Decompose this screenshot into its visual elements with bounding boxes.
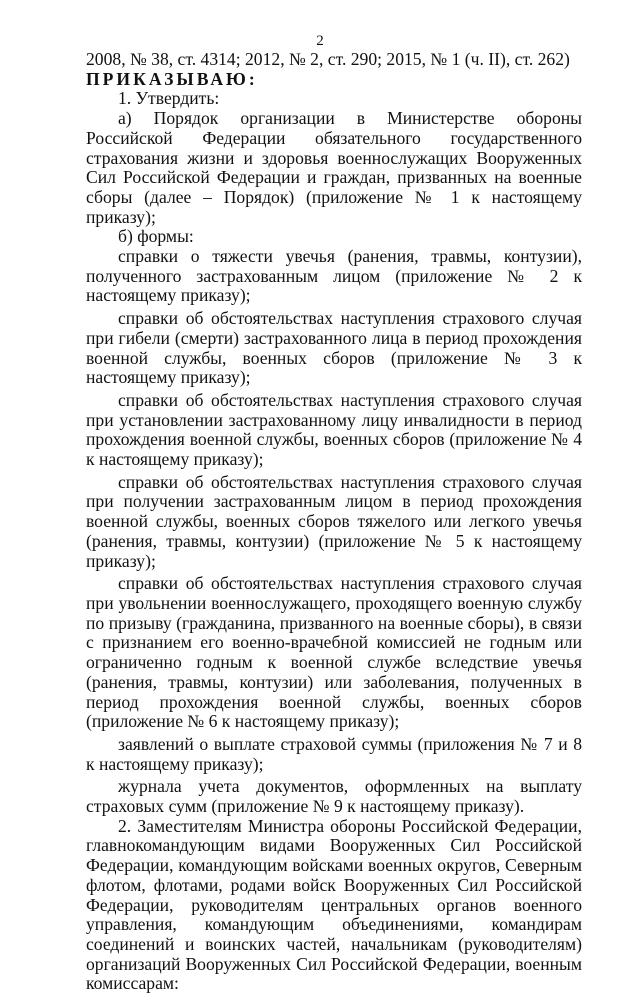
paragraph-form-journal: журнала учета документов, оформленных на выплату страховых сумм (приложение № 9 к настоящему приказу).	[86, 776, 582, 817]
paragraph-form-injury: справки об обстоятельствах наступления страхового случая при получении застрахованным лицом в период прохождения военной службы, военных сборов тяжелого или легкого увечья (ранения, травмы, контузии) (приложение № 5 к настоящему приказу);	[86, 471, 582, 571]
paragraph-form-death: справки об обстоятельствах наступления страхового случая при гибели (смерти) застрахованного лица в период прохождения военной службы, военных сборов (приложение № 3 к настоящему приказу);	[86, 308, 582, 388]
paragraph-approve: 1. Утвердить:	[118, 88, 220, 109]
paragraph-procedure: а) Порядок организации в Министерстве обороны Российской Федерации обязательного государственного страхования жизни и здоровья военнослужащих Вооруженных Сил Российской Федерации и граждан, призванных на военные сборы (далее – Порядок) (приложение № 1 к настоящему приказу);	[86, 108, 582, 227]
paragraph-form-discharge: справки об обстоятельствах наступления страхового случая при увольнении военнослужащего, проходящего военную службу по призыву (гражданина, призванного на военные сборы), в связи с признанием его военно-врачебной комиссией не годным или ограниченно годным к военной службе вследствие увечья (ранения, травмы, контузии) или заболевания, полученных в период прохождения военной службы, военных сборов (приложение № 6 к настоящему приказу);	[86, 573, 582, 732]
order-word: ПРИКАЗЫВАЮ:	[86, 68, 258, 89]
order-heading	[86, 70, 582, 90]
page-number: 2	[316, 33, 324, 49]
paragraph-form-disability: справки об обстоятельствах наступления страхового случая при установлении застрахованному лицу инвалидности в период прохождения военной службы, военных сборов (приложение № 4 к настоящему приказу);	[86, 389, 582, 470]
document-body	[86, 50, 582, 994]
paragraph-deputies: 2. Заместителям Министра обороны Российской Федерации, главнокомандующим видами Вооруженных Сил Российской Федерации, командующим войсками военных округов, Северным флотом, флотами, родами войск Вооруженных Сил Российской Федерации, руководителям центральных органов военного управления, командующим объединениями, командирам соединений и воинских частей, начальникам (руководителям) организаций Вооруженных Сил Российской Федерации, военным комиссарам:	[86, 815, 582, 994]
paragraph-forms: б) формы:	[118, 226, 194, 247]
paragraph-form-application: заявлений о выплате страховой суммы (приложения № 7 и 8 к настоящему приказу);	[86, 733, 582, 774]
paragraph-form-injury-severity: справки о тяжести увечья (ранения, травмы, контузии), полученного застрахованным лицом (приложение № 2 к настоящему приказу);	[86, 246, 582, 306]
opening-line: 2008, № 38, ст. 4314; 2012, № 2, ст. 290; 2015, № 1 (ч. II), ст. 262)	[86, 49, 570, 69]
